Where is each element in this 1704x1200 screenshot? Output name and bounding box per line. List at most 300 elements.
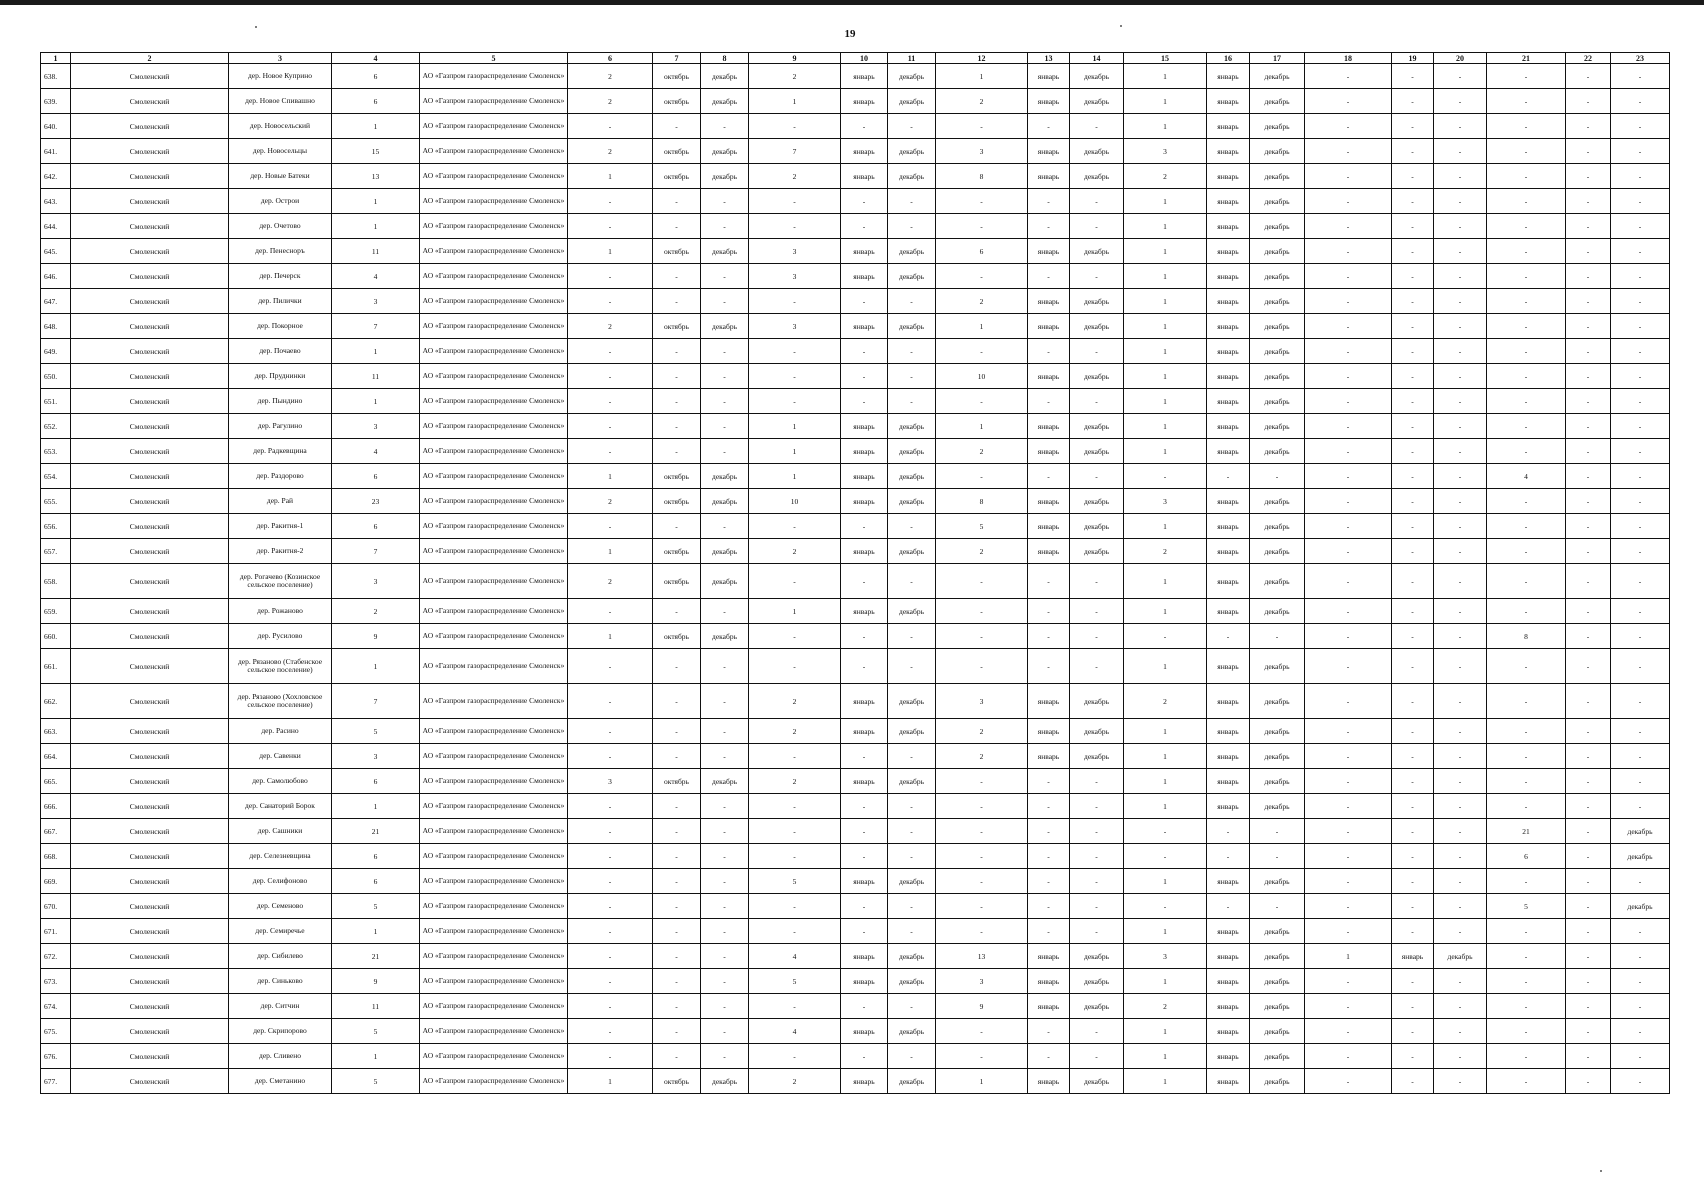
schedule-cell: - <box>1028 1019 1070 1044</box>
schedule-cell: 2 <box>568 314 653 339</box>
schedule-cell: январь <box>1028 364 1070 389</box>
schedule-cell: - <box>1566 744 1611 769</box>
schedule-cell: - <box>1487 389 1566 414</box>
schedule-cell: - <box>653 944 701 969</box>
schedule-cell: - <box>1487 539 1566 564</box>
schedule-cell: 1 <box>749 439 841 464</box>
table-row <box>41 239 1670 264</box>
schedule-cell: - <box>1434 794 1487 819</box>
schedule-cell: - <box>1207 464 1250 489</box>
schedule-cell: декабрь <box>888 314 936 339</box>
schedule-cell: - <box>749 1044 841 1069</box>
table-row <box>41 744 1670 769</box>
schedule-cell: - <box>749 744 841 769</box>
schedule-cell: - <box>1305 844 1392 869</box>
organization-cell: АО «Газпром газораспределение Смоленск» <box>420 869 568 894</box>
page-number: 19 <box>844 28 856 40</box>
schedule-cell: - <box>1305 189 1392 214</box>
schedule-cell: - <box>936 264 1028 289</box>
schedule-cell: - <box>1392 599 1434 624</box>
schedule-cell: декабрь <box>1070 64 1124 89</box>
schedule-cell: - <box>1566 1069 1611 1094</box>
schedule-cell: - <box>653 514 701 539</box>
total-count-cell: 6 <box>332 844 420 869</box>
district-cell: Смоленский <box>71 314 229 339</box>
schedule-cell: - <box>1305 239 1392 264</box>
schedule-cell: - <box>1487 919 1566 944</box>
schedule-cell: 1 <box>1124 389 1207 414</box>
schedule-cell: - <box>701 189 749 214</box>
schedule-cell: 2 <box>1124 539 1207 564</box>
schedule-cell: - <box>1487 339 1566 364</box>
schedule-cell: - <box>1392 969 1434 994</box>
schedule-cell: - <box>1124 464 1207 489</box>
schedule-cell: декабрь <box>1250 189 1305 214</box>
schedule-cell: декабрь <box>701 139 749 164</box>
schedule-cell: - <box>1611 114 1670 139</box>
schedule-cell: - <box>1487 139 1566 164</box>
schedule-cell: - <box>701 894 749 919</box>
schedule-cell: - <box>701 514 749 539</box>
schedule-cell: - <box>1028 189 1070 214</box>
schedule-cell: - <box>1611 214 1670 239</box>
schedule-cell: январь <box>1207 994 1250 1019</box>
schedule-cell: - <box>701 264 749 289</box>
schedule-cell: 1 <box>1124 719 1207 744</box>
schedule-cell: 2 <box>936 289 1028 314</box>
table-row <box>41 214 1670 239</box>
total-count-cell: 11 <box>332 239 420 264</box>
schedule-cell: декабрь <box>888 599 936 624</box>
row-number-cell: 659. <box>41 599 71 624</box>
table-row <box>41 649 1670 684</box>
table-row <box>41 139 1670 164</box>
column-number-cell: 5 <box>420 53 568 64</box>
schedule-cell: 2 <box>749 719 841 744</box>
organization-cell: АО «Газпром газораспределение Смоленск» <box>420 114 568 139</box>
schedule-cell: - <box>936 564 1028 599</box>
schedule-cell: декабрь <box>701 489 749 514</box>
schedule-cell: - <box>1611 564 1670 599</box>
schedule-cell: - <box>1566 464 1611 489</box>
district-cell: Смоленский <box>71 364 229 389</box>
schedule-cell: - <box>1611 599 1670 624</box>
schedule-cell: - <box>1566 794 1611 819</box>
district-cell: Смоленский <box>71 744 229 769</box>
schedule-cell: январь <box>1207 744 1250 769</box>
schedule-cell: 8 <box>936 489 1028 514</box>
schedule-cell: 1 <box>1305 944 1392 969</box>
schedule-cell: декабрь <box>888 869 936 894</box>
schedule-cell: декабрь <box>1070 1069 1124 1094</box>
schedule-cell: - <box>1392 414 1434 439</box>
schedule-cell: - <box>1305 339 1392 364</box>
settlement-cell: дер. Новое Спивашно <box>229 89 332 114</box>
schedule-cell: декабрь <box>1250 439 1305 464</box>
schedule-cell: - <box>568 414 653 439</box>
table-row <box>41 969 1670 994</box>
schedule-cell: - <box>1392 314 1434 339</box>
schedule-cell: - <box>936 599 1028 624</box>
organization-cell: АО «Газпром газораспределение Смоленск» <box>420 844 568 869</box>
schedule-cell: январь <box>1207 1069 1250 1094</box>
schedule-cell: январь <box>1207 339 1250 364</box>
schedule-cell: декабрь <box>888 969 936 994</box>
schedule-cell: - <box>1070 819 1124 844</box>
row-number-cell: 652. <box>41 414 71 439</box>
schedule-cell: январь <box>1207 869 1250 894</box>
schedule-cell: - <box>1434 819 1487 844</box>
schedule-cell: - <box>568 869 653 894</box>
table-row <box>41 564 1670 599</box>
schedule-cell: январь <box>1207 439 1250 464</box>
schedule-cell: - <box>749 189 841 214</box>
settlement-cell: дер. Савенки <box>229 744 332 769</box>
schedule-cell: - <box>936 339 1028 364</box>
schedule-cell: - <box>936 464 1028 489</box>
schedule-cell: - <box>1566 1044 1611 1069</box>
schedule-cell: декабрь <box>1250 239 1305 264</box>
organization-cell: АО «Газпром газораспределение Смоленск» <box>420 969 568 994</box>
schedule-cell: - <box>1305 464 1392 489</box>
schedule-cell: декабрь <box>1250 994 1305 1019</box>
schedule-cell: 3 <box>1124 944 1207 969</box>
total-count-cell: 6 <box>332 89 420 114</box>
schedule-cell: - <box>568 819 653 844</box>
schedule-cell: декабрь <box>1070 719 1124 744</box>
schedule-cell: - <box>841 819 888 844</box>
schedule-cell: 2 <box>936 744 1028 769</box>
schedule-cell: январь <box>841 239 888 264</box>
schedule-cell: январь <box>1207 684 1250 719</box>
table-row <box>41 769 1670 794</box>
schedule-cell: - <box>1611 919 1670 944</box>
table-row <box>41 1019 1670 1044</box>
schedule-cell: - <box>1028 894 1070 919</box>
schedule-cell: - <box>653 919 701 944</box>
schedule-cell: 2 <box>749 539 841 564</box>
schedule-cell: - <box>749 919 841 944</box>
schedule-cell: - <box>1028 464 1070 489</box>
schedule-cell: - <box>1070 769 1124 794</box>
organization-cell: АО «Газпром газораспределение Смоленск» <box>420 339 568 364</box>
schedule-cell: - <box>1566 314 1611 339</box>
schedule-cell: декабрь <box>1250 314 1305 339</box>
schedule-cell: - <box>1487 869 1566 894</box>
schedule-cell: - <box>888 624 936 649</box>
district-cell: Смоленский <box>71 189 229 214</box>
schedule-cell: - <box>888 114 936 139</box>
column-number-cell: 10 <box>841 53 888 64</box>
total-count-cell: 3 <box>332 564 420 599</box>
scan-speck <box>1600 1170 1602 1172</box>
schedule-cell: январь <box>841 944 888 969</box>
schedule-cell: - <box>1070 214 1124 239</box>
schedule-cell: - <box>1487 89 1566 114</box>
schedule-cell: - <box>1305 364 1392 389</box>
schedule-cell: - <box>568 339 653 364</box>
schedule-cell: - <box>701 744 749 769</box>
schedule-cell: - <box>749 114 841 139</box>
schedule-cell: 1 <box>1124 214 1207 239</box>
schedule-cell: - <box>1305 919 1392 944</box>
schedule-cell: - <box>1487 1069 1566 1094</box>
schedule-cell: январь <box>1207 599 1250 624</box>
table-row <box>41 164 1670 189</box>
total-count-cell: 5 <box>332 1069 420 1094</box>
schedule-cell: - <box>1392 649 1434 684</box>
schedule-cell: - <box>1611 364 1670 389</box>
schedule-cell: - <box>653 599 701 624</box>
row-number-cell: 640. <box>41 114 71 139</box>
district-cell: Смоленский <box>71 599 229 624</box>
district-cell: Смоленский <box>71 414 229 439</box>
schedule-cell: декабрь <box>1070 364 1124 389</box>
organization-cell: АО «Газпром газораспределение Смоленск» <box>420 489 568 514</box>
total-count-cell: 6 <box>332 769 420 794</box>
schedule-cell: - <box>1305 624 1392 649</box>
schedule-cell: - <box>1566 364 1611 389</box>
schedule-cell: январь <box>1207 214 1250 239</box>
schedule-cell: - <box>1611 1069 1670 1094</box>
schedule-cell: - <box>1028 649 1070 684</box>
table-row <box>41 464 1670 489</box>
schedule-cell: декабрь <box>888 414 936 439</box>
schedule-cell: - <box>1392 794 1434 819</box>
schedule-cell: декабрь <box>888 464 936 489</box>
schedule-cell: январь <box>841 414 888 439</box>
organization-cell: АО «Газпром газораспределение Смоленск» <box>420 819 568 844</box>
table-row <box>41 339 1670 364</box>
row-number-cell: 658. <box>41 564 71 599</box>
schedule-cell: 3 <box>936 139 1028 164</box>
schedule-cell: - <box>1392 89 1434 114</box>
settlement-cell: дер. Раздорово <box>229 464 332 489</box>
schedule-cell: - <box>888 994 936 1019</box>
schedule-cell: - <box>1566 389 1611 414</box>
schedule-cell: 1 <box>1124 414 1207 439</box>
schedule-cell: - <box>1434 189 1487 214</box>
organization-cell: АО «Газпром газораспределение Смоленск» <box>420 64 568 89</box>
schedule-cell: - <box>1392 869 1434 894</box>
schedule-cell: - <box>1434 1019 1487 1044</box>
schedule-cell: - <box>1566 684 1611 719</box>
row-number-cell: 676. <box>41 1044 71 1069</box>
schedule-cell: - <box>936 844 1028 869</box>
schedule-cell: январь <box>1207 514 1250 539</box>
schedule-cell: - <box>1487 439 1566 464</box>
district-cell: Смоленский <box>71 1019 229 1044</box>
schedule-cell: декабрь <box>701 539 749 564</box>
schedule-cell: декабрь <box>888 139 936 164</box>
schedule-cell: - <box>1566 844 1611 869</box>
organization-cell: АО «Газпром газораспределение Смоленск» <box>420 719 568 744</box>
schedule-cell: - <box>936 869 1028 894</box>
schedule-cell: январь <box>1028 89 1070 114</box>
schedule-cell: декабрь <box>888 719 936 744</box>
schedule-cell: 8 <box>1487 624 1566 649</box>
settlement-cell: дер. Русилово <box>229 624 332 649</box>
schedule-cell: - <box>1070 339 1124 364</box>
schedule-cell: - <box>1070 599 1124 624</box>
schedule-cell: 2 <box>749 769 841 794</box>
schedule-cell: 2 <box>568 489 653 514</box>
schedule-cell: - <box>1566 89 1611 114</box>
schedule-cell: октябрь <box>653 769 701 794</box>
schedule-cell: - <box>1392 769 1434 794</box>
schedule-cell: 2 <box>749 684 841 719</box>
schedule-cell: январь <box>841 464 888 489</box>
schedule-cell: - <box>653 869 701 894</box>
schedule-cell: - <box>1434 539 1487 564</box>
schedule-cell: - <box>568 514 653 539</box>
schedule-cell: 1 <box>1124 869 1207 894</box>
schedule-cell: январь <box>1207 794 1250 819</box>
schedule-cell: 1 <box>1124 744 1207 769</box>
settlement-cell: дер. Рожаново <box>229 599 332 624</box>
schedule-cell: 3 <box>936 684 1028 719</box>
schedule-cell: - <box>653 214 701 239</box>
schedule-cell: декабрь <box>888 489 936 514</box>
schedule-cell: январь <box>841 164 888 189</box>
organization-cell: АО «Газпром газораспределение Смоленск» <box>420 464 568 489</box>
schedule-cell: - <box>653 1044 701 1069</box>
schedule-cell: декабрь <box>888 769 936 794</box>
column-number-cell: 14 <box>1070 53 1124 64</box>
district-cell: Смоленский <box>71 1044 229 1069</box>
schedule-cell: - <box>1566 969 1611 994</box>
schedule-cell: 1 <box>1124 769 1207 794</box>
schedule-cell: январь <box>1028 239 1070 264</box>
schedule-cell: январь <box>1207 414 1250 439</box>
schedule-cell: - <box>1070 189 1124 214</box>
schedule-cell: - <box>653 339 701 364</box>
schedule-cell: 1 <box>1124 64 1207 89</box>
schedule-cell: 2 <box>568 564 653 599</box>
schedule-cell: - <box>749 564 841 599</box>
total-count-cell: 7 <box>332 684 420 719</box>
schedule-cell: - <box>1250 819 1305 844</box>
schedule-cell: декабрь <box>888 164 936 189</box>
schedule-cell: - <box>1305 994 1392 1019</box>
schedule-cell: - <box>936 769 1028 794</box>
schedule-cell: 4 <box>749 1019 841 1044</box>
schedule-cell: - <box>1305 489 1392 514</box>
schedule-cell: - <box>701 599 749 624</box>
total-count-cell: 6 <box>332 64 420 89</box>
schedule-cell: - <box>1434 489 1487 514</box>
schedule-cell: 3 <box>936 969 1028 994</box>
schedule-cell: - <box>749 289 841 314</box>
settlement-cell: дер. Селезневщина <box>229 844 332 869</box>
row-number-cell: 670. <box>41 894 71 919</box>
scan-speck <box>1120 25 1122 27</box>
organization-cell: АО «Газпром газораспределение Смоленск» <box>420 744 568 769</box>
total-count-cell: 4 <box>332 264 420 289</box>
schedule-cell: январь <box>1028 744 1070 769</box>
total-count-cell: 1 <box>332 214 420 239</box>
schedule-cell: январь <box>1028 1069 1070 1094</box>
schedule-cell: - <box>1392 624 1434 649</box>
scan-border-top <box>0 0 1704 5</box>
row-number-cell: 644. <box>41 214 71 239</box>
schedule-cell: декабрь <box>1070 994 1124 1019</box>
schedule-cell: - <box>568 994 653 1019</box>
schedule-cell: - <box>1487 719 1566 744</box>
district-cell: Смоленский <box>71 214 229 239</box>
total-count-cell: 1 <box>332 1044 420 1069</box>
schedule-cell: - <box>1392 919 1434 944</box>
schedule-cell: - <box>1124 894 1207 919</box>
schedule-cell: - <box>1611 944 1670 969</box>
schedule-cell: декабрь <box>888 239 936 264</box>
schedule-cell: декабрь <box>1070 164 1124 189</box>
schedule-cell: декабрь <box>1250 389 1305 414</box>
row-number-cell: 664. <box>41 744 71 769</box>
total-count-cell: 3 <box>332 744 420 769</box>
settlement-cell: дер. Пруднинки <box>229 364 332 389</box>
schedule-cell: декабрь <box>1250 919 1305 944</box>
table-row <box>41 514 1670 539</box>
schedule-cell: - <box>936 1019 1028 1044</box>
total-count-cell: 1 <box>332 649 420 684</box>
schedule-cell: - <box>1070 624 1124 649</box>
schedule-cell: 4 <box>1487 464 1566 489</box>
schedule-cell: - <box>749 514 841 539</box>
schedule-cell: январь <box>1207 139 1250 164</box>
row-number-cell: 669. <box>41 869 71 894</box>
settlement-cell: дер. Рогачево (Козинское сельское поселение) <box>229 564 332 599</box>
district-cell: Смоленский <box>71 114 229 139</box>
row-number-cell: 657. <box>41 539 71 564</box>
schedule-cell: - <box>653 819 701 844</box>
total-count-cell: 11 <box>332 364 420 389</box>
schedule-cell: - <box>1250 894 1305 919</box>
settlement-cell: дер. Ракитня-2 <box>229 539 332 564</box>
schedule-cell: октябрь <box>653 489 701 514</box>
schedule-cell: - <box>1392 489 1434 514</box>
organization-cell: АО «Газпром газораспределение Смоленск» <box>420 314 568 339</box>
schedule-cell: 3 <box>749 314 841 339</box>
column-number-cell: 21 <box>1487 53 1566 64</box>
schedule-cell: - <box>653 794 701 819</box>
schedule-cell: - <box>888 289 936 314</box>
schedule-cell: - <box>1207 894 1250 919</box>
schedule-cell: декабрь <box>1070 684 1124 719</box>
schedule-cell: январь <box>1207 539 1250 564</box>
schedule-cell: - <box>888 794 936 819</box>
total-count-cell: 7 <box>332 539 420 564</box>
district-cell: Смоленский <box>71 919 229 944</box>
schedule-cell: октябрь <box>653 1069 701 1094</box>
schedule-cell: - <box>701 794 749 819</box>
schedule-cell: - <box>1434 364 1487 389</box>
schedule-cell: - <box>936 919 1028 944</box>
schedule-cell: - <box>1434 289 1487 314</box>
schedule-cell: - <box>936 189 1028 214</box>
schedule-cell: январь <box>1028 414 1070 439</box>
schedule-cell: - <box>936 114 1028 139</box>
schedule-cell: январь <box>1028 719 1070 744</box>
schedule-cell: 1 <box>568 539 653 564</box>
schedule-cell: - <box>1611 994 1670 1019</box>
schedule-cell: - <box>1434 514 1487 539</box>
row-number-cell: 673. <box>41 969 71 994</box>
schedule-cell: октябрь <box>653 139 701 164</box>
schedule-cell: - <box>1566 139 1611 164</box>
schedule-cell: 2 <box>936 439 1028 464</box>
schedule-cell: декабрь <box>1611 894 1670 919</box>
